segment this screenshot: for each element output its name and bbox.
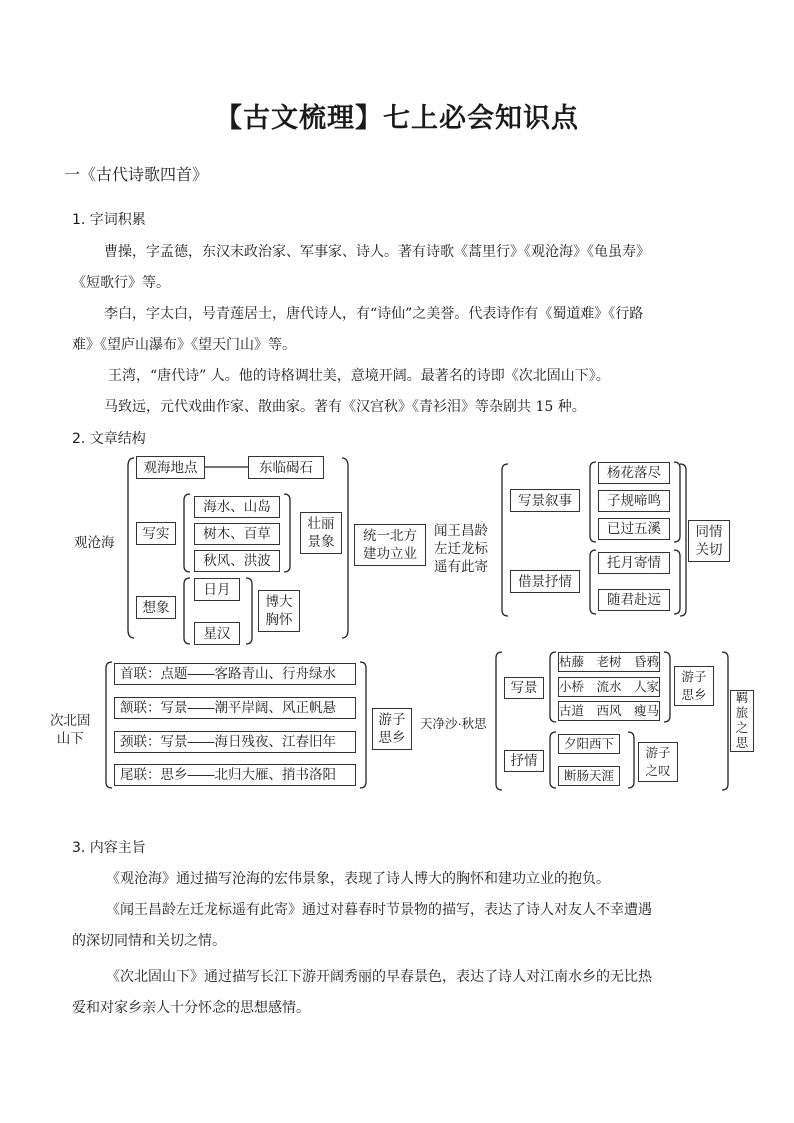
- subheading-structure: 2. 文章结构: [72, 431, 146, 447]
- subheading-words: 1. 字词积累: [72, 212, 146, 228]
- box-emo-item: 托月寄情: [598, 552, 670, 574]
- box-imag-item: 星汉: [194, 622, 240, 645]
- brace: [246, 578, 252, 644]
- box-couplet: 尾联：思乡——北归大雁、捎书洛阳: [114, 764, 356, 786]
- box-emo-item: 夕阳西下: [558, 734, 620, 754]
- box-emo-item: 断肠天涯: [558, 766, 620, 786]
- node-wenwangchangling: [434, 522, 488, 576]
- author-libai-line2: 难》《望庐山瀑布》《望天门山》等。: [72, 337, 296, 353]
- final-line: 思乡: [378, 730, 406, 745]
- theme-cbg-line1: 《次北固山下》通过描写长江下游开阔秀丽的早春景色，表达了诗人对江南水乡的无比热: [106, 969, 652, 985]
- box-scene-summary: [674, 666, 714, 706]
- author-mazhiyuan: 马致远，元代戏曲作家、散曲家。著有《汉宫秋》《青衫泪》等杂剧共 15 种。: [104, 399, 586, 415]
- box-scene: 写景: [504, 677, 544, 699]
- author-caocao-line2: 《短歌行》等。: [72, 275, 170, 291]
- box-emo: 借景抒情: [510, 570, 580, 593]
- summary-line: 游子: [681, 670, 707, 684]
- node-cibeigushanxia: [50, 712, 91, 748]
- final-line: 同情: [695, 524, 723, 539]
- box-tjs-final: [730, 690, 754, 752]
- brace: [496, 652, 502, 790]
- summary-line: 游子: [645, 746, 671, 760]
- brace: [128, 458, 134, 638]
- brace: [106, 662, 112, 788]
- brace: [722, 652, 728, 790]
- brace: [674, 550, 680, 614]
- brace: [590, 550, 596, 614]
- root-line: 山下: [56, 731, 84, 746]
- theme-wwc-line1: 《闻王昌龄左迁龙标遥有此寄》通过对暮春时节景物的描写，表达了诗人对友人不幸遭遇: [106, 902, 652, 918]
- brace: [284, 494, 290, 572]
- box-imag-summary: [258, 590, 300, 632]
- section-heading: 一《古代诗歌四首》: [64, 165, 209, 184]
- brace: [664, 652, 670, 722]
- final-line: 关切: [695, 542, 723, 557]
- root-line: 次北固: [50, 713, 91, 728]
- summary-line: 博大: [265, 594, 293, 609]
- box-cbg-final: [372, 708, 412, 750]
- final-char: 之: [735, 721, 749, 735]
- box-gch-final: [354, 524, 426, 566]
- box-spot: 观海地点: [136, 456, 205, 479]
- theme-gch: 《观沧海》通过描写沧海的宏伟景象，表现了诗人博大的胸怀和建功立业的抱负。: [106, 871, 610, 887]
- box-real: 写实: [136, 522, 176, 545]
- final-line: 建功立业: [363, 546, 417, 561]
- brace: [184, 494, 190, 572]
- final-char: 旅: [735, 706, 749, 720]
- author-libai-line1: 李白，字太白，号青莲居士，唐代诗人，有“诗仙”之美誉。代表诗作有《蜀道难》《行路: [104, 306, 644, 322]
- box-couplet: 颔联：写景——潮平岸阔、风正帆悬: [114, 697, 356, 719]
- author-wangwan: 王湾，“唐代诗” 人。他的诗格调壮美，意境开阔。最著名的诗即《次北固山下》。: [108, 368, 610, 384]
- brace: [360, 662, 366, 788]
- box-emo-item: 随君赴远: [598, 589, 670, 611]
- box-scene: 写景叙事: [510, 489, 580, 512]
- theme-cbg-line2: 爱和对家乡亲人十分怀念的思想感情。: [72, 1000, 310, 1016]
- brace: [674, 462, 680, 542]
- brace: [550, 652, 556, 722]
- brace: [550, 732, 556, 788]
- final-line: 统一北方: [363, 528, 417, 543]
- theme-wwc-line2: 的深切同情和关切之情。: [72, 933, 226, 949]
- brace: [590, 462, 596, 542]
- box-real-item: 树木、百草: [194, 523, 280, 545]
- root-line: 左迁龙标: [434, 541, 488, 556]
- box-imag-item: 日月: [194, 578, 240, 601]
- box-emo-summary: [638, 742, 678, 782]
- final-line: 游子: [378, 712, 406, 727]
- box-emo: 抒情: [504, 750, 544, 772]
- brace: [184, 578, 190, 644]
- brace: [628, 732, 634, 788]
- root-line: 闻王昌龄: [434, 523, 488, 538]
- author-caocao-line1: 曹操，字孟德，东汉末政治家、军事家、诗人。著有诗歌《蒿里行》《观沧海》《龟虽寿》: [104, 244, 650, 260]
- summary-line: 景象: [307, 534, 335, 549]
- box-couplet: 颈联：写景——海日残夜、江春旧年: [114, 731, 356, 753]
- box-scene-item: 杨花落尽: [598, 462, 670, 484]
- box-real-item: 秋风、洪波: [194, 550, 280, 572]
- brace: [342, 458, 348, 638]
- box-couplet: 首联：点题——客路青山、行舟绿水: [114, 663, 356, 685]
- brace: [680, 464, 686, 616]
- node-guancanghai: 观沧海: [74, 535, 115, 550]
- box-real-item: 海水、山岛: [194, 496, 280, 518]
- final-char: 羁: [735, 691, 749, 705]
- box-wwc-final: [688, 520, 730, 562]
- box-scene-item: 古道 西风 瘦马: [558, 701, 660, 721]
- box-real-summary: [300, 512, 342, 554]
- brace: [502, 464, 508, 616]
- summary-line: 之叹: [645, 764, 671, 778]
- box-imag: 想象: [136, 596, 176, 619]
- summary-line: 思乡: [681, 688, 707, 702]
- page-title: 【古文梳理】七上必会知识点: [215, 103, 579, 134]
- summary-line: 胸怀: [265, 612, 293, 627]
- final-char: 思: [735, 736, 749, 750]
- node-tianjingsha: 天净沙·秋思: [420, 717, 487, 731]
- root-line: 遥有此寄: [434, 559, 488, 574]
- subheading-theme: 3. 内容主旨: [72, 840, 146, 856]
- box-scene-item: 枯藤 老树 昏鸦: [558, 652, 660, 672]
- box-scene-item: 已过五溪: [598, 518, 670, 540]
- box-scene-item: 小桥 流水 人家: [558, 677, 660, 697]
- box-scene-item: 子规啼鸣: [598, 490, 670, 512]
- summary-line: 壮丽: [307, 516, 335, 531]
- box-spot-value: 东临碣石: [248, 456, 324, 479]
